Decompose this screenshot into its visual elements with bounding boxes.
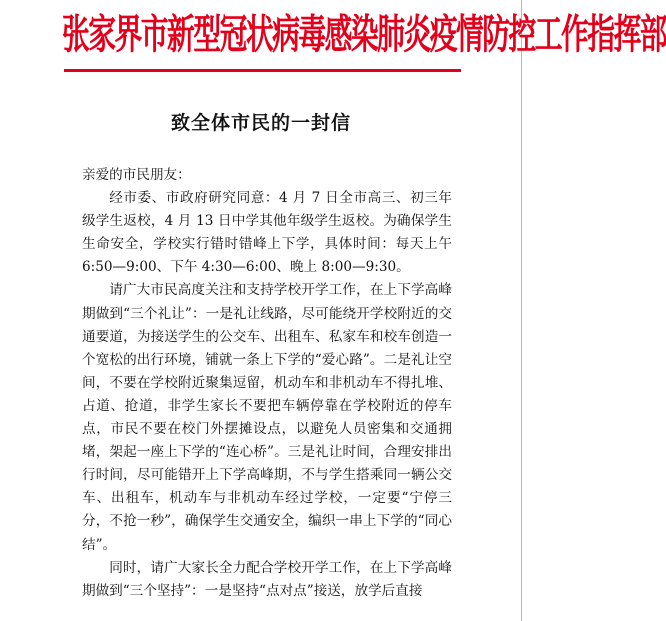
letter-title: 致全体市民的一封信 <box>170 112 351 134</box>
paragraph-return-schedule: 经市委、市政府研究同意：4 月 7 日全市高三、初三年级学生返校，4 月 13 日中学其他年级学生返校。为确保学生生命安全，学校实行错时错峰上下学，具体时间：每天上午 6:50—9:00、下午 4:30—6:00、晚上 8:00—9:30。 <box>82 190 452 276</box>
paragraph-three-persists: 同时，请广大家长全力配合学校开学工作，在上下学高峰期做到“三个坚持”：一是坚持“点对点”接送，放学后直接 <box>82 559 452 599</box>
masthead <box>62 4 666 68</box>
letter-greeting: 亲爱的市民朋友： <box>82 167 191 183</box>
masthead-red-rule <box>64 69 461 72</box>
letter-body <box>82 164 452 603</box>
paragraph-three-yields: 请广大市民高度关注和支持学校开学工作，在上下学高峰期做到“三个礼让”：一是礼让线路，尽可能绕开学校附近的交通要道，为接送学生的公交车、出租车、私家车和校车创造一个宽松的出行环境，铺就一条上下学的“爱心路”。二是礼让空间，不要在学校附近聚集逗留，机动车和非机动车不得扎堆、占道、抢道，非学生家长不要把车辆停靠在学校附近的停车点，市民不要在校门外摆摊设点，以避免人员密集和交通拥堵，架起一座上下学的“连心桥”。三是礼让时间，合理安排出行时间，尽可能错开上下学高峰期，不与学生搭乘同一辆公交车、出租车，机动车与非机动车经过学校，一定要“宁停三分，不抢一秒”，确保学生交通安全，编织一串上下学的“同心结”。 <box>82 282 452 553</box>
issuer-name: 张家界市新型冠状病毒感染肺炎疫情防控工作指挥部 <box>62 12 666 59</box>
